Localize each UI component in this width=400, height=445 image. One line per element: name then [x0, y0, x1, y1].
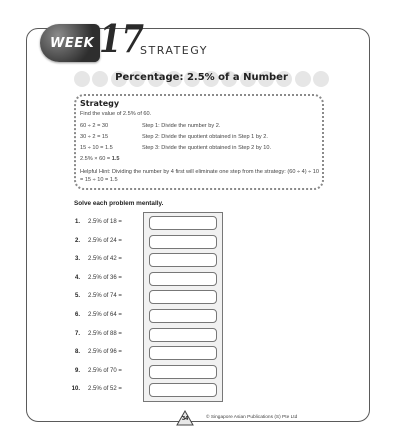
section-heading: STRATEGY [140, 44, 208, 57]
step-calc-2: 30 ÷ 2 = 15 [80, 134, 109, 140]
week-label: WEEK [50, 35, 95, 51]
strategy-label: Strategy [80, 99, 120, 108]
answer-box[interactable] [149, 272, 217, 286]
problem-text: 2.5% of 64 = [88, 312, 122, 318]
title-bar [74, 70, 329, 88]
result-prefix: 2.5% × 60 = [80, 156, 112, 162]
problem-number: 1. [74, 219, 80, 225]
answer-box[interactable] [149, 328, 217, 342]
step-calc-3: 15 ÷ 10 = 1.5 [80, 145, 113, 151]
problem-text: 2.5% of 42 = [88, 256, 122, 263]
instructions: Solve each problem mentally. [74, 200, 164, 207]
step-note-2: Step 2: Divide the quotient obtained in Step 1 by 2. [142, 134, 268, 140]
problem-text: 2.5% of 52 = [88, 386, 122, 393]
problem-number: 6. [74, 312, 80, 318]
answer-box[interactable] [149, 253, 217, 267]
answer-box[interactable] [149, 365, 217, 379]
result-value: 1.5 [111, 156, 120, 162]
problem-text: 2.5% of 96 = [88, 349, 122, 356]
week-badge [40, 24, 100, 62]
copyright: © Singapore Asian Publications (S) Pte Ltd [206, 415, 298, 420]
problem-text: 2.5% of 74 = [88, 293, 122, 300]
strategy-result [80, 156, 120, 162]
helpful-hint: Helpful Hint: Dividing the number by 4 first will eliminate one step from the strategy: (60 ÷ 4) ÷ 10 = 15 ÷ 10 = 1.5 [80, 169, 320, 183]
answer-box[interactable] [149, 346, 217, 360]
answer-box[interactable] [149, 235, 217, 249]
problem-number: 7. [74, 330, 80, 337]
page-title: Percentage: 2.5% of a Number [115, 72, 288, 83]
problem-number: 3. [74, 256, 80, 263]
problem-text: 2.5% of 24 = [88, 237, 122, 244]
problem-number: 5. [74, 293, 80, 300]
week-number: 17 [99, 16, 144, 61]
problem-text: 2.5% of 70 = [88, 367, 122, 374]
page-number-badge [176, 410, 194, 426]
problem-number: 8. [74, 349, 80, 356]
answer-box[interactable] [149, 383, 217, 397]
problem-number: 4. [74, 274, 80, 281]
answer-box[interactable] [149, 216, 217, 230]
problem-number: 2. [74, 237, 80, 244]
problem-text: 2.5% of 18 = [88, 219, 122, 225]
answer-box[interactable] [149, 290, 217, 304]
step-note-1: Step 1: Divide the number by 2. [142, 123, 221, 129]
page-number: 34 [181, 416, 189, 422]
step-calc-1: 60 ÷ 2 = 30 [80, 123, 109, 129]
problem-text: 2.5% of 88 = [88, 330, 122, 337]
problem-text: 2.5% of 36 = [88, 274, 122, 281]
answer-box[interactable] [149, 309, 217, 323]
problem-number: 9. [74, 367, 80, 374]
step-note-3: Step 3: Divide the quotient obtained in Step 2 by 10. [142, 145, 272, 151]
strategy-intro: Find the value of 2.5% of 60. [80, 111, 152, 117]
problem-number: 10. [71, 386, 80, 393]
